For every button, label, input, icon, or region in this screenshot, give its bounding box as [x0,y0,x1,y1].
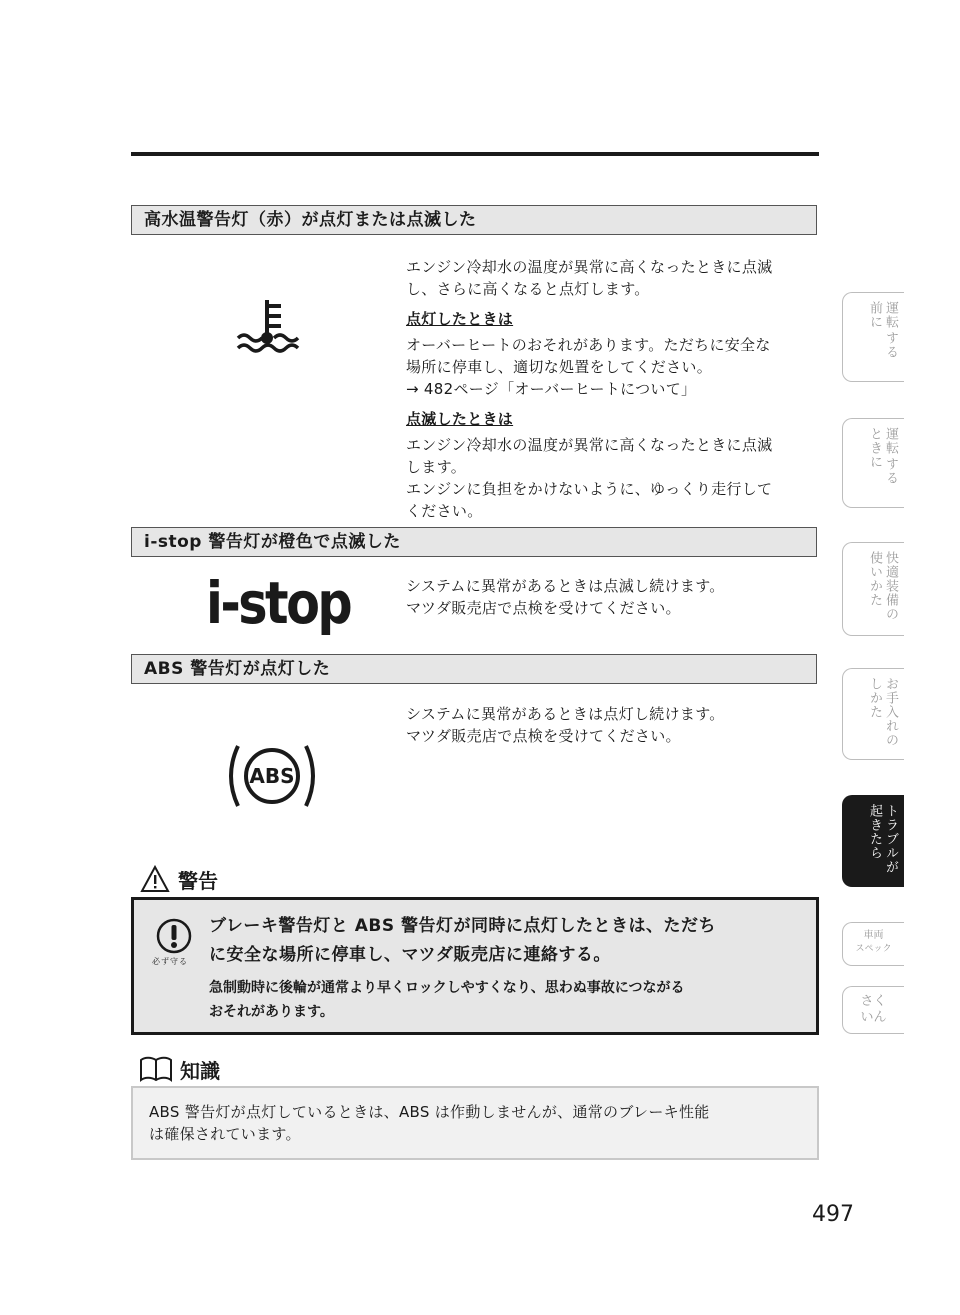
coolant-description [406,256,821,522]
warning-title [140,862,218,896]
warning-title-text: 警告 [178,868,218,893]
i-stop-icon: i-stop [206,569,351,637]
text-line: おそれがあります。 [209,1004,334,1020]
book-icon [138,1055,174,1083]
warning-box [131,897,819,1035]
text-line: ください。 [406,502,483,520]
knowledge-title-text: 知識 [180,1058,220,1083]
subheading-flashing: 点滅したときは [406,410,514,428]
tab-label: 前に [867,301,882,329]
tab-label: 起きたら [867,804,882,860]
knowledge-box [131,1086,819,1160]
section-heading-abs: ABS 警告灯が点灯した [131,654,817,684]
tab-label: トラブルが [883,804,898,874]
section-heading-istop: i-stop 警告灯が橙色で点滅した [131,527,817,557]
tab-label: いん [860,1010,887,1025]
text-line: し、さらに高くなると点灯します。 [406,280,650,298]
side-tab-specifications[interactable] [842,922,904,966]
tab-label: 運転 [883,301,898,329]
istop-description [406,575,821,619]
side-tab-comfort-equipment[interactable] [842,542,904,636]
abs-warning-icon [226,738,318,814]
tab-label: 運転 [883,427,898,455]
text-line: ブレーキ警告灯と ABS 警告灯が同時に点灯したときは、ただち [209,916,717,936]
text-line: 急制動時に後輪が通常より早くロックしやすくなり、思わぬ事故につながる [209,980,685,996]
side-tab-before-driving[interactable] [842,292,904,382]
tab-label: 車両 [863,930,884,941]
side-tab-maintenance[interactable] [842,668,904,760]
text-line: に安全な場所に停車し、マツダ販売店に連絡する。 [209,945,611,965]
side-tab-while-driving[interactable] [842,418,904,508]
abs-icon-label: ABS [249,764,295,788]
coolant-temperature-icon [234,296,304,358]
text-line: エンジン冷却水の温度が異常に高くなったときに点滅 [406,258,773,276]
tab-label: ときに [867,427,882,469]
side-tab-index[interactable] [842,986,904,1034]
text-line: します。 [406,458,467,476]
tab-label: お手入れの [883,677,898,747]
text-line: 場所に停車し、適切な処置をしてください。 [406,358,713,376]
abs-description [406,703,821,747]
page-number: 497 [812,1202,854,1227]
section-heading-coolant: 高水温警告灯（赤）が点灯または点滅した [131,205,817,235]
tab-label: する [883,331,898,359]
tab-label: 使いかた [867,551,882,607]
text-line: オーバーヒートのおそれがあります。ただちに安全な [406,336,771,354]
page-reference-link[interactable]: → 482ページ「オーバーヒートについて」 [406,380,697,398]
text-line: マツダ販売店で点検を受けてください。 [406,727,681,745]
text-line: エンジンに負担をかけないように、ゆっくり走行して [406,480,773,498]
text-line: エンジン冷却水の温度が異常に高くなったときに点滅 [406,436,773,454]
knowledge-title [138,1052,220,1086]
text-line: マツダ販売店で点検を受けてください。 [406,599,681,617]
tab-label: 快適装備の [883,551,898,621]
subheading-lit: 点灯したときは [406,310,514,328]
must-follow-icon [156,918,192,954]
tab-label: しかた [867,677,882,719]
text-line: ABS 警告灯が点灯しているときは、ABS は作動しませんが、通常のブレーキ性能 [149,1103,710,1121]
side-tab-troubleshooting[interactable] [842,795,904,887]
text-line: は確保されています。 [149,1125,301,1143]
text-line: システムに異常があるときは点滅し続けます。 [406,577,725,595]
text-line: システムに異常があるときは点灯し続けます。 [406,705,725,723]
top-rule [131,152,819,156]
tab-label: する [883,457,898,485]
warning-detail [209,976,809,1024]
must-follow-label: 必ず守る [152,957,188,966]
warning-heading [209,912,809,970]
tab-label: スペック [855,944,892,954]
tab-label: さく [860,994,887,1009]
warning-triangle-icon [140,865,170,893]
